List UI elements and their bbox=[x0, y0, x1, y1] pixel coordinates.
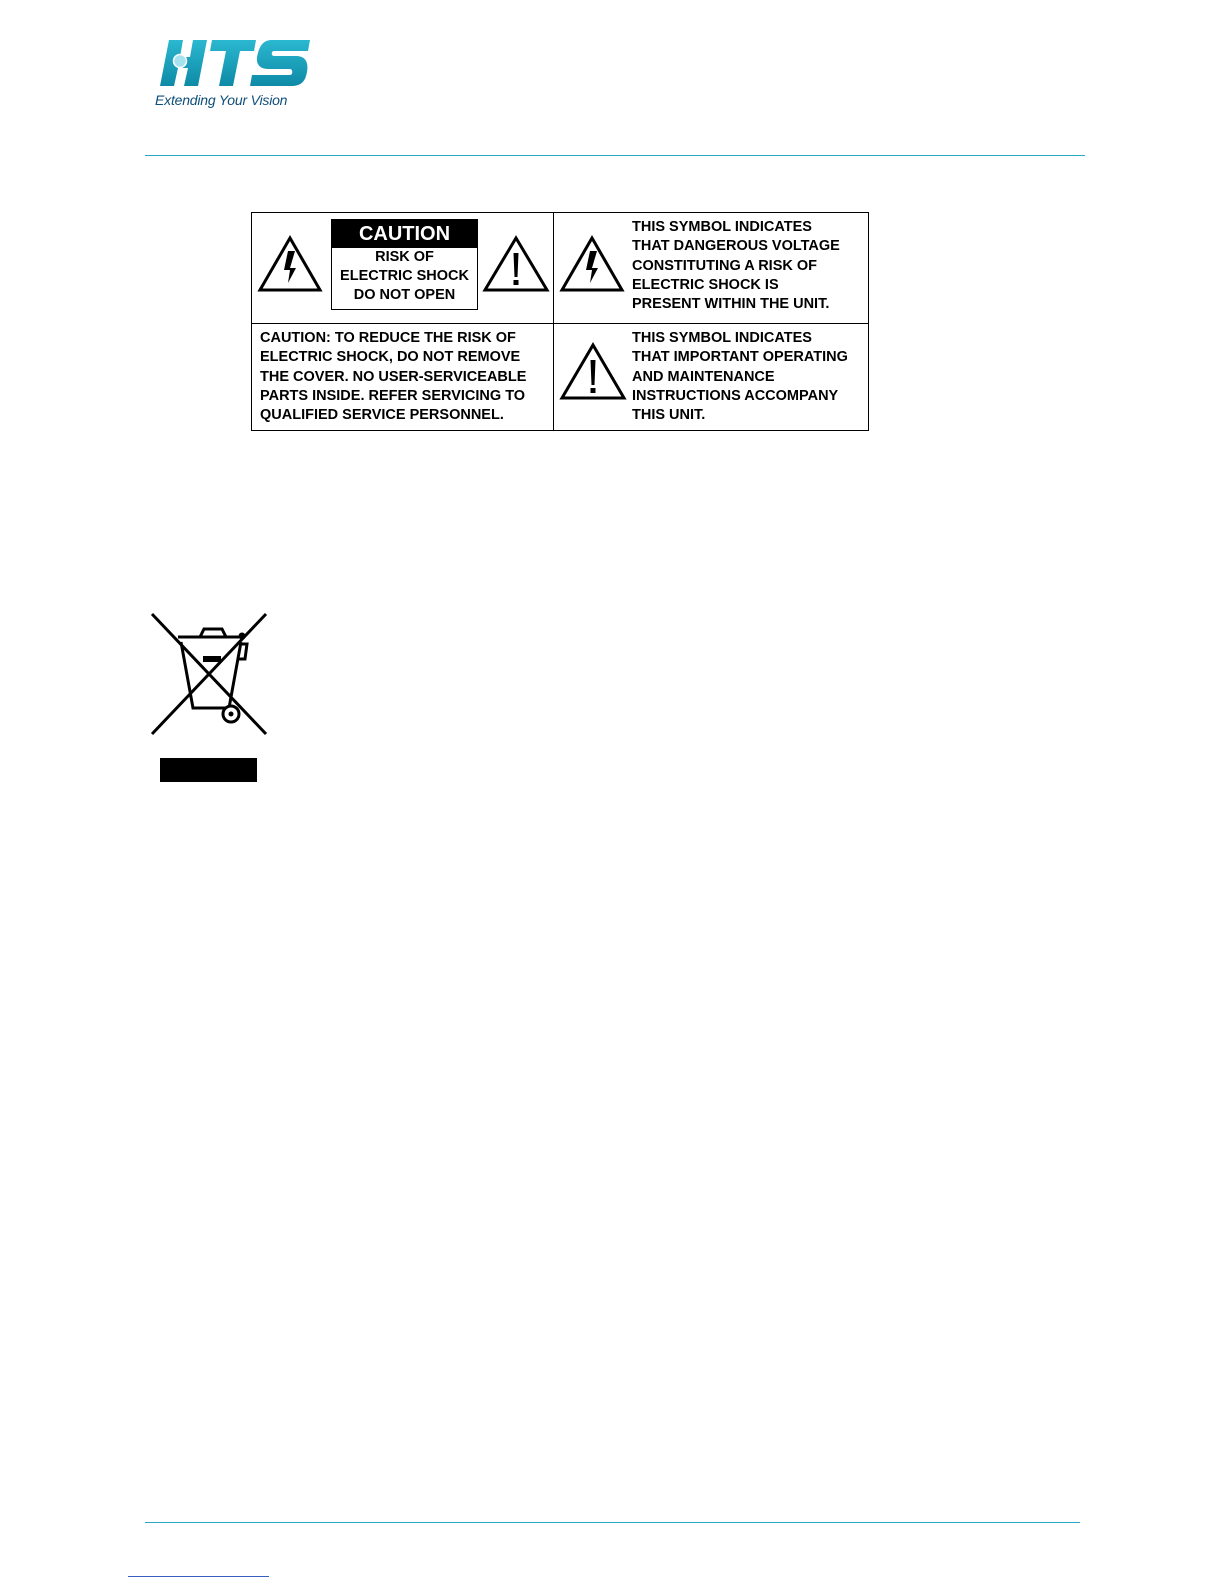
text-line: PARTS INSIDE. REFER SERVICING TO bbox=[260, 387, 526, 404]
caution-label-cell bbox=[252, 213, 554, 324]
exclamation-symbol-cell bbox=[554, 324, 868, 430]
text-line: CONSTITUTING A RISK OF bbox=[632, 257, 818, 274]
exclamation-warning-icon bbox=[559, 342, 627, 402]
text-line: THIS UNIT. bbox=[632, 407, 706, 424]
text-line: CAUTION: TO REDUCE THE RISK OF bbox=[260, 330, 516, 346]
caution-text bbox=[260, 329, 526, 425]
footer-divider bbox=[145, 1522, 1080, 1523]
text-line: THAT DANGEROUS VOLTAGE bbox=[632, 238, 840, 255]
text-line: PRESENT WITHIN THE UNIT. bbox=[632, 296, 830, 313]
voltage-symbol-cell bbox=[554, 213, 868, 324]
text-line: THE COVER. NO USER-SERVICEABLE bbox=[260, 368, 527, 385]
text-line: THAT IMPORTANT OPERATING bbox=[632, 349, 848, 366]
text-line: AND MAINTENANCE bbox=[632, 368, 775, 385]
crossed-out-wheelie-bin-icon bbox=[148, 612, 270, 736]
logo-tagline: Extending Your Vision bbox=[155, 92, 288, 108]
text-line: THIS SYMBOL INDICATES bbox=[632, 330, 812, 346]
text-line: THIS SYMBOL INDICATES bbox=[632, 219, 812, 235]
footer-link-underline[interactable] bbox=[128, 1576, 269, 1577]
caution-label-line: ELECTRIC SHOCK bbox=[340, 268, 469, 284]
caution-text-cell bbox=[252, 324, 554, 430]
header-divider bbox=[145, 155, 1085, 156]
caution-label bbox=[331, 219, 478, 310]
text-line: QUALIFIED SERVICE PERSONNEL. bbox=[260, 407, 504, 424]
voltage-symbol-text bbox=[632, 218, 840, 314]
text-line: ELECTRIC SHOCK, DO NOT REMOVE bbox=[260, 349, 521, 366]
caution-symbols-table bbox=[251, 212, 869, 431]
caution-label-header: CAUTION bbox=[332, 220, 477, 248]
caution-label-line: DO NOT OPEN bbox=[353, 287, 456, 303]
text-line: ELECTRIC SHOCK IS bbox=[632, 276, 779, 293]
text-line: INSTRUCTIONS ACCOMPANY bbox=[632, 387, 839, 404]
caution-label-line: RISK OF bbox=[375, 249, 434, 265]
lightning-warning-icon bbox=[559, 235, 625, 293]
exclamation-symbol-text bbox=[632, 329, 848, 425]
weee-solid-bar bbox=[160, 758, 257, 782]
lightning-warning-icon bbox=[257, 235, 323, 293]
exclamation-warning-icon bbox=[482, 235, 550, 293]
